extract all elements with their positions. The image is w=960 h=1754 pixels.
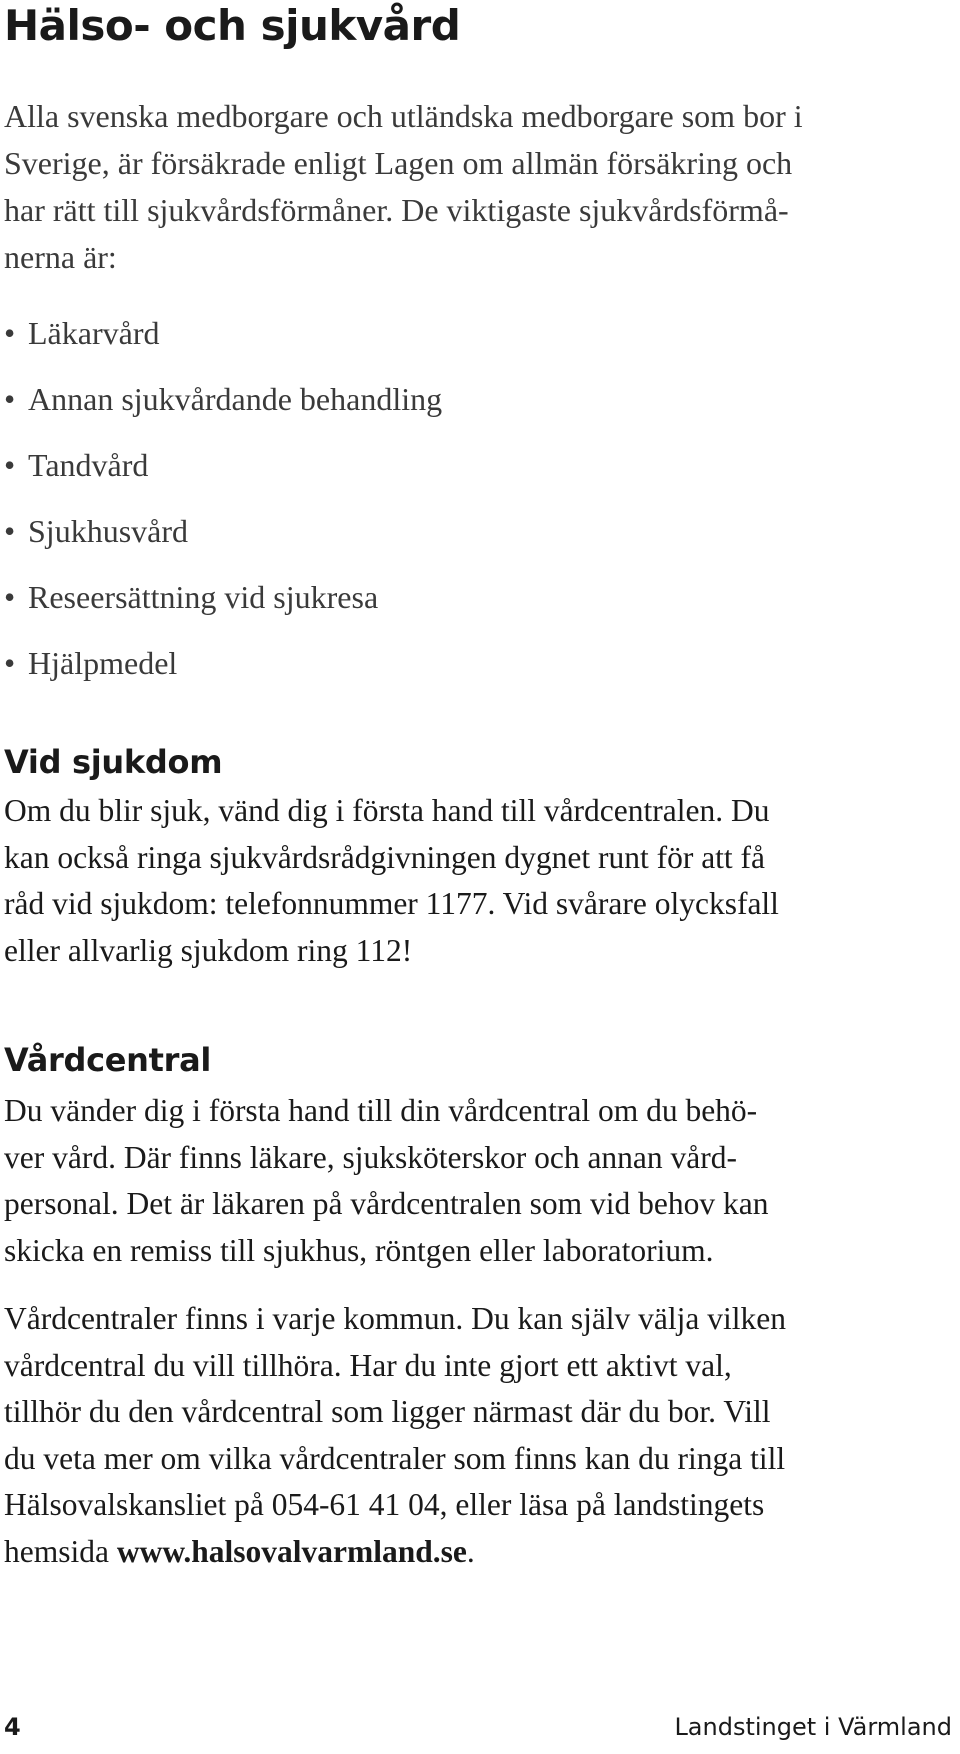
health-center-paragraph-1 — [4, 1088, 948, 1274]
text-line: eller allvarlig sjukdom ring 112! — [4, 932, 413, 968]
text-line: skicka en remiss till sjukhus, röntgen eller laboratorium. — [4, 1232, 714, 1268]
health-center-paragraph-2 — [4, 1296, 948, 1575]
page-title: Hälso- och sjukvård — [4, 1, 461, 50]
text-line: vårdcentral du vill tillhöra. Har du inte gjort ett aktivt val, — [4, 1347, 732, 1383]
intro-line: nerna är: — [4, 239, 117, 275]
bullet-icon: • — [4, 315, 16, 351]
text-line: Du vänder dig i första hand till din vårdcentral om du behö- — [4, 1093, 758, 1128]
text-line: Om du blir sjuk, vänd dig i första hand till vårdcentralen. Du — [4, 793, 770, 828]
list-item-label: Reseersättning vid sjukresa — [28, 579, 379, 615]
list-item — [4, 366, 442, 432]
text-line: du veta mer om vilka vårdcentraler som finns kan du ringa till — [4, 1440, 786, 1476]
bullet-icon: • — [4, 579, 16, 615]
list-item-label: Tandvård — [28, 447, 149, 483]
intro-line: har rätt till sjukvårdsförmåner. De viktigaste sjukvårdsförmå- — [4, 192, 789, 228]
text-line: personal. Det är läkaren på vårdcentralen som vid behov kan — [4, 1186, 769, 1221]
list-item-label: Sjukhusvård — [28, 513, 188, 549]
list-item — [4, 300, 442, 366]
footer-organization: Landstinget i Värmland — [674, 1713, 952, 1741]
benefits-list — [4, 300, 442, 696]
text-line: råd vid sjukdom: telefonnummer 1177. Vid svårare olycksfall — [4, 886, 779, 921]
intro-paragraph — [4, 93, 944, 281]
bullet-icon: • — [4, 381, 16, 417]
website-link[interactable]: www.halsovalvarmland.se — [116, 1533, 467, 1569]
bullet-icon: • — [4, 513, 16, 549]
list-item — [4, 564, 442, 630]
text-line: tillhör du den vårdcentral som ligger närmast där du bor. Vill — [4, 1394, 771, 1429]
url-suffix: . — [466, 1533, 475, 1569]
text-line: Vårdcentraler finns i varje kommun. Du kan själv välja vilken — [4, 1301, 787, 1336]
intro-line: Alla svenska medborgare och utländska medborgare som bor i — [4, 98, 803, 134]
bullet-icon: • — [4, 447, 16, 483]
list-item-label: Annan sjukvårdande behandling — [28, 381, 443, 417]
list-item — [4, 432, 442, 498]
section-heading-illness: Vid sjukdom — [4, 743, 223, 781]
illness-paragraph — [4, 788, 948, 974]
list-item-label: Läkarvård — [28, 315, 160, 351]
text-line: ver vård. Där finns läkare, sjuksköterskor och annan vård- — [4, 1139, 737, 1175]
intro-line: Sverige, är försäkrade enligt Lagen om allmän försäkring och — [4, 145, 793, 181]
page-number: 4 — [4, 1713, 21, 1741]
url-prefix: hemsida — [4, 1533, 117, 1569]
text-line: Hälsovalskansliet på 054-61 41 04, eller läsa på landstingets — [4, 1487, 765, 1522]
text-line: kan också ringa sjukvårdsrådgivningen dygnet runt för att få — [4, 839, 766, 875]
bullet-icon: • — [4, 645, 16, 681]
list-item-label: Hjälpmedel — [28, 645, 178, 681]
text-line — [4, 1529, 948, 1576]
list-item — [4, 630, 442, 696]
section-heading-health-center: Vårdcentral — [4, 1041, 212, 1079]
list-item — [4, 498, 442, 564]
